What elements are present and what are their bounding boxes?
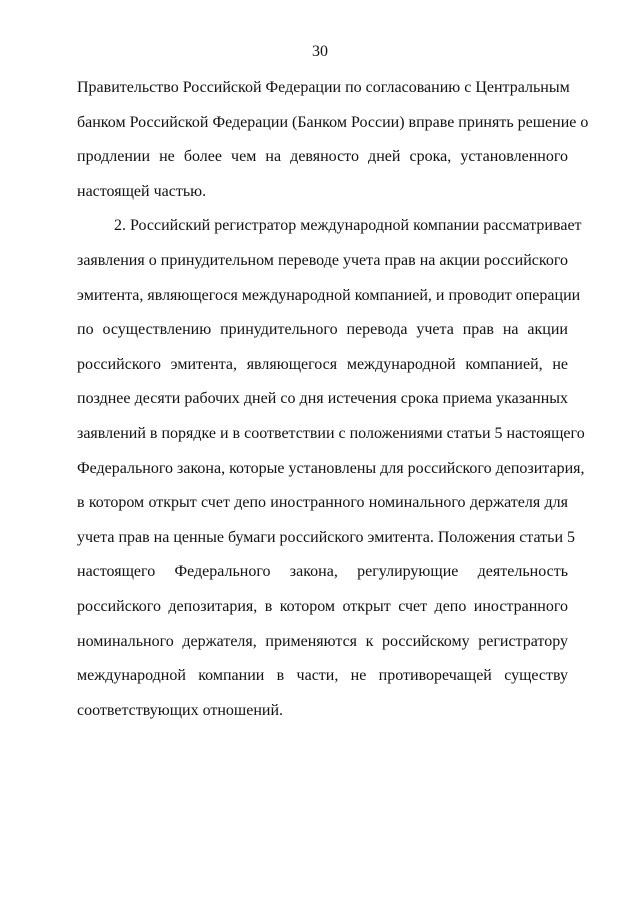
text-line: заявлений в порядке и в соответствии с положениями статьи 5 настоящего bbox=[77, 424, 585, 442]
text-line: международной компании в части, не противоречащей существу bbox=[77, 667, 568, 685]
paragraph-2 bbox=[77, 215, 585, 734]
page-number: 30 bbox=[312, 43, 328, 60]
text-line: Федерального закона, которые установлены для российского депозитария, bbox=[77, 459, 585, 477]
text-line: учета прав на ценные бумаги российского эмитента. Положения статьи 5 bbox=[77, 528, 576, 546]
text-line: настоящего Федерального закона, регулирующие деятельность bbox=[77, 563, 568, 581]
text-line: эмитента, являющегося международной компанией, и проводит операции bbox=[77, 286, 581, 304]
text-line: соответствующих отношений. bbox=[77, 701, 284, 719]
text-line: в котором открыт счет депо иностранного номинального держателя для bbox=[77, 494, 568, 512]
text-line: настоящей частью. bbox=[77, 182, 207, 200]
text-line: продлении не более чем на девяносто дней срока, установленного bbox=[77, 148, 568, 166]
text-line: банком Российской Федерации (Банком России) вправе принять решение о bbox=[77, 113, 589, 131]
text-line: российского эмитента, являющегося международной компанией, не bbox=[77, 355, 568, 373]
text-line: Правительство Российской Федерации по согласованию с Центральным bbox=[77, 79, 570, 96]
text-line: по осуществлению принудительного перевода учета прав на акции bbox=[77, 321, 568, 339]
paragraph-1 bbox=[77, 77, 589, 215]
text-line: номинального держателя, применяются к российскому регистратору bbox=[77, 632, 568, 650]
text-line: заявления о принудительном переводе учета прав на акции российского bbox=[77, 251, 568, 269]
text-line: 2. Российский регистратор международной компании рассматривает bbox=[114, 217, 582, 235]
text-line: российского депозитария, в котором открыт счет депо иностранного bbox=[77, 597, 568, 615]
document-body bbox=[77, 77, 589, 734]
text-line: позднее десяти рабочих дней со дня истечения срока приема указанных bbox=[77, 390, 568, 408]
